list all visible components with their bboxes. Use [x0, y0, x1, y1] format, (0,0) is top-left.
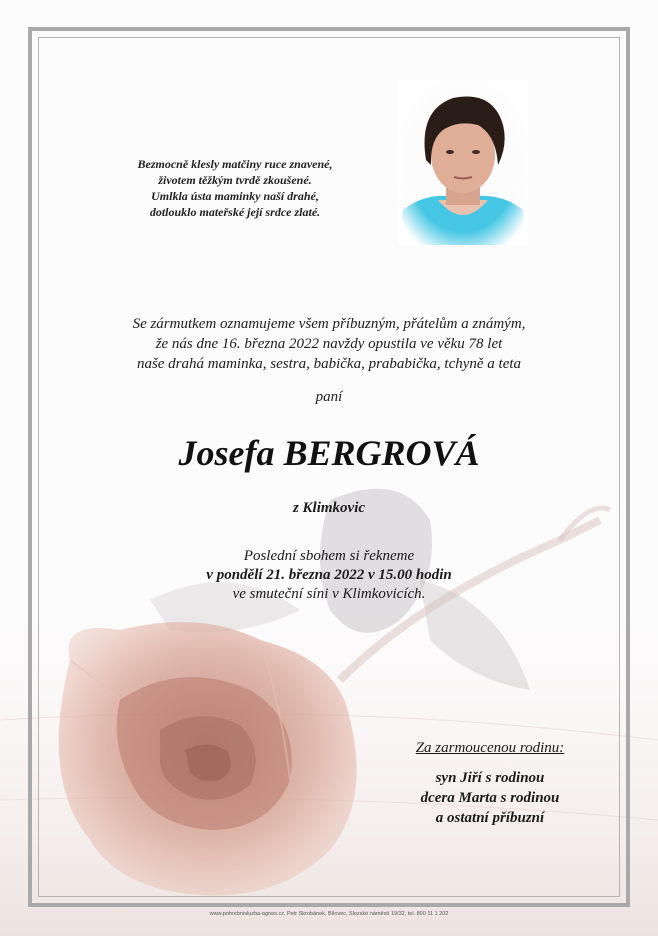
- portrait-photo: [398, 80, 528, 245]
- funeral-location: ve smuteční síni v Klimkovicích.: [232, 586, 426, 602]
- memorial-poem: [100, 156, 370, 220]
- poem-line: Bezmocně klesly matčiny ruce znavené,: [137, 157, 333, 171]
- place-of-origin: z Klimkovic: [292, 500, 366, 516]
- poem-line: životem těžkým tvrdě zkoušené.: [158, 173, 312, 187]
- funeral-date-time: v pondělí 21. března 2022 v 15.00 hodin: [206, 567, 452, 583]
- announcement-text: [60, 314, 598, 374]
- family-member: dcera Marta s rodinou: [420, 790, 560, 806]
- announcement-line: Se zármutkem oznamujeme všem příbuzným, přátelům a známým,: [132, 316, 526, 332]
- funeral-details: [120, 547, 538, 604]
- family-member: syn Jiří s rodinou: [435, 770, 545, 786]
- announcement-line: že nás dne 16. března 2022 navždy opustila ve věku 78 let: [155, 336, 503, 352]
- honorific: paní: [315, 389, 343, 405]
- poem-line: Umlkla ústa maminky naší drahé,: [151, 189, 319, 203]
- poem-line: dotlouklo mateřské její srdce zlaté.: [149, 205, 321, 219]
- family-heading: Za zarmoucenou rodinu:: [415, 740, 565, 756]
- funeral-intro: Poslední sbohem si řekneme: [243, 548, 415, 564]
- family-member: a ostatní příbuzní: [435, 810, 545, 826]
- mourning-family: [390, 738, 590, 828]
- announcement-line: naše drahá maminka, sestra, babička, prababička, tchyně a teta: [136, 356, 522, 372]
- deceased-name: Josefa BERGROVÁ: [178, 433, 480, 473]
- funeral-service-footer: www.pohrebnisluzba-agnes.cz, Petr Skrobánek, Bílovec, Slezské náměstí 19/32, tel. 800 11 1 202: [209, 911, 449, 917]
